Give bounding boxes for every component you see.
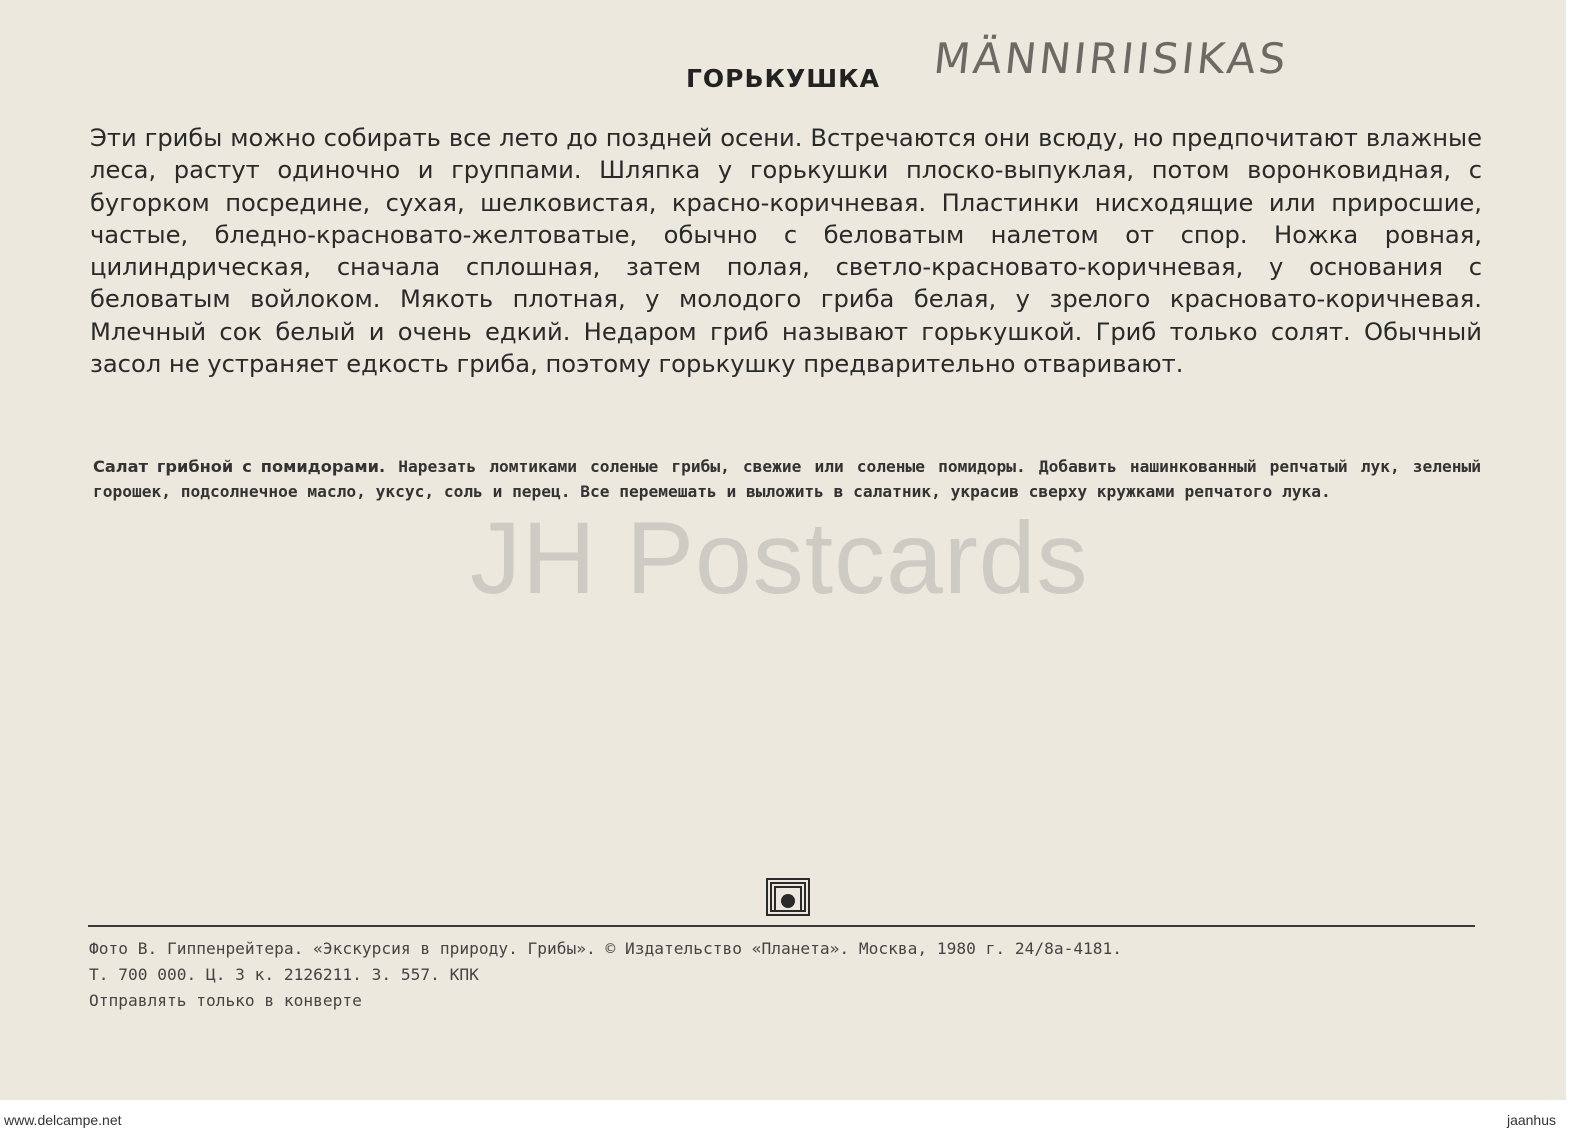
card-title: ГОРЬКУШКА <box>686 64 880 93</box>
handwritten-note: MÄNNIRIISIKAS <box>931 34 1291 83</box>
footer-source-link[interactable]: www.delcampe.net <box>4 1112 122 1128</box>
description-paragraph: Эти грибы можно собирать все лето до поздней осени. Встречаются они всюду, но предпочитают влажные леса, растут одиночно и группами. Шляпка у горькушки плоско-выпуклая, потом воронковидная, с бугорком посредине, сухая, шелковистая, красно-коричневая. Пластинки нисходящие или приросшие, частые, бледно-красновато-желтоватые, обычно с беловатым налетом от спор. Ножка ровная, цилиндрическая, сначала сплошная, затем полая, светло-красновато-коричневая, у основания с беловатым войлоком. Мякоть плотная, у молодого гриба белая, у зрелого красновато-коричневая. Млечный сок белый и очень едкий. Недаром гриб называют горькушкой. Гриб только солят. Обычный засол не устраняет едкость гриба, поэтому горькушку предварительно отваривают. <box>90 124 1482 379</box>
imprint-line-1: Фото В. Гиппенрейтера. «Экскурсия в природу. Грибы». © Издательство «Планета». Москва, 1980 г. 24/8а-4181. <box>89 939 1123 958</box>
divider <box>88 925 1475 927</box>
recipe-text: Нарезать ломтиками соленые грибы, свежие или соленые помидоры. Добавить нашинкованный репчатый лук, зеленый горошек, подсолнечное масло, уксус, соль и перец. Все перемешать и выложить в салатник, украсив сверху кружками репчатого лука. <box>93 457 1482 501</box>
imprint-line-3: Отправлять только в конверте <box>89 991 362 1010</box>
imprint <box>89 936 1489 1014</box>
publisher-logo-icon <box>766 878 810 916</box>
footer-seller: jaanhus <box>1506 1112 1556 1128</box>
recipe-title: Салат грибной с помидорами. <box>93 457 386 476</box>
watermark: JH Postcards <box>470 501 1089 615</box>
imprint-line-2: Т. 700 000. Ц. 3 к. 2126211. З. 557. КПК <box>89 965 479 984</box>
recipe-paragraph <box>93 455 1481 504</box>
